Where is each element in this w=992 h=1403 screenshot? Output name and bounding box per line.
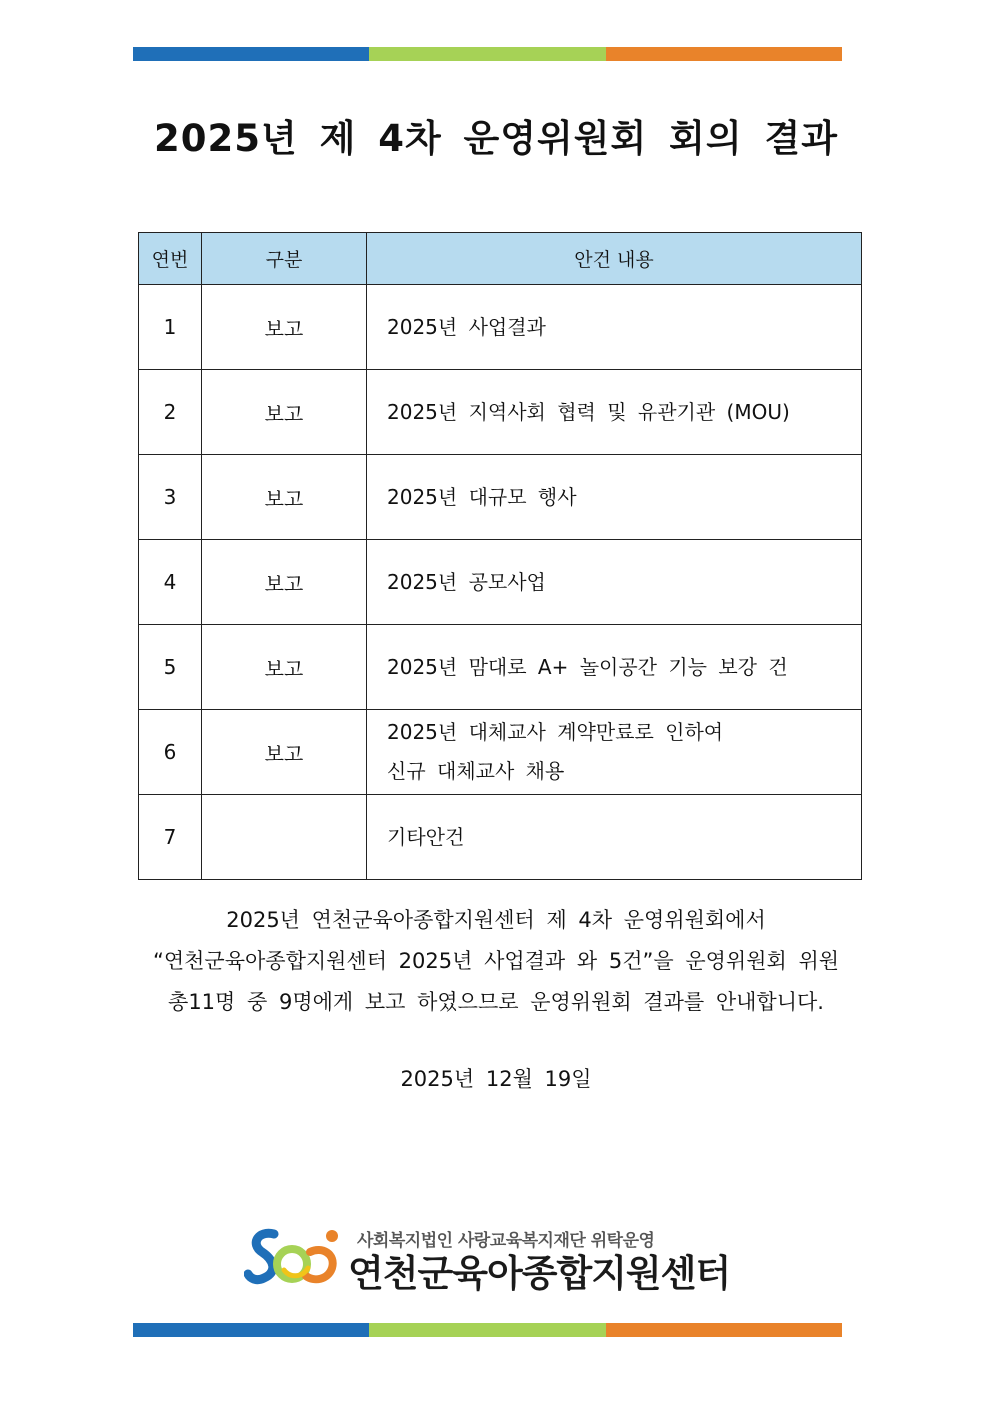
- row-number: 1: [139, 285, 202, 370]
- row-category: 보고: [202, 370, 367, 455]
- row-category: [202, 795, 367, 880]
- bar-segment-blue: [133, 1323, 369, 1337]
- row-content-line: 2025년 공모사업: [387, 569, 546, 594]
- agenda-table: [138, 232, 862, 880]
- row-number: 2: [139, 370, 202, 455]
- row-content: [367, 370, 862, 455]
- row-content-line: 2025년 사업결과: [387, 314, 546, 339]
- header-number: 연번: [139, 233, 202, 285]
- table-row: [139, 370, 862, 455]
- logo-subtitle: 사회복지법인 사랑교육복지재단 위탁운영: [357, 1231, 655, 1251]
- row-content: [367, 285, 862, 370]
- row-category: 보고: [202, 625, 367, 710]
- bar-segment-green: [369, 1323, 605, 1337]
- top-color-bar: [133, 47, 842, 61]
- summary-line: 2025년 연천군육아종합지원센터 제 4차 운영위원회에서: [226, 908, 766, 932]
- table-row: [139, 455, 862, 540]
- table-row: [139, 625, 862, 710]
- bar-segment-orange: [606, 1323, 842, 1337]
- document-title: 2025년 제 4차 운영위원회 회의 결과: [153, 117, 839, 160]
- header-agenda-content: 안건 내용: [367, 233, 862, 285]
- document-date: 2025년 12월 19일: [400, 1067, 592, 1091]
- row-number: 5: [139, 625, 202, 710]
- table-row: [139, 795, 862, 880]
- table-row: [139, 540, 862, 625]
- logo-organization-name: 연천군육아종합지원센터: [348, 1252, 731, 1295]
- summary-line: 총11명 중 9명에게 보고 하였으므로 운영위원회 결과를 안내합니다.: [168, 990, 824, 1014]
- row-category: 보고: [202, 455, 367, 540]
- row-content: [367, 795, 862, 880]
- bottom-color-bar: [133, 1323, 842, 1337]
- header-category: 구분: [202, 233, 367, 285]
- row-category: 보고: [202, 710, 367, 795]
- row-number: 6: [139, 710, 202, 795]
- row-content: [367, 710, 862, 795]
- row-content: [367, 455, 862, 540]
- row-content-line: 신규 대체교사 채용: [387, 759, 565, 783]
- row-number: 4: [139, 540, 202, 625]
- row-content-line: 기타안건: [387, 824, 465, 849]
- row-number: 3: [139, 455, 202, 540]
- row-category: 보고: [202, 285, 367, 370]
- bar-segment-blue: [133, 47, 369, 61]
- row-content-line: 2025년 대체교사 계약만료로 인하여: [387, 720, 724, 744]
- logo-emblem-icon: [244, 1224, 344, 1290]
- table-row: [139, 285, 862, 370]
- bar-segment-green: [369, 47, 605, 61]
- row-number: 7: [139, 795, 202, 880]
- table-header-row: [139, 233, 862, 285]
- row-content: [367, 625, 862, 710]
- row-content-line: 2025년 맘대로 A+ 놀이공간 기능 보강 건: [387, 654, 788, 679]
- row-content-line: 2025년 지역사회 협력 및 유관기관 (MOU): [387, 399, 790, 424]
- summary-paragraph: [0, 900, 992, 1023]
- bar-segment-orange: [606, 47, 842, 61]
- row-content: [367, 540, 862, 625]
- organization-logo: [244, 1222, 744, 1295]
- table-row: [139, 710, 862, 795]
- summary-line: “연천군육아종합지원센터 2025년 사업결과 와 5건”을 운영위원회 위원: [152, 949, 840, 973]
- row-content-line: 2025년 대규모 행사: [387, 484, 577, 509]
- row-category: 보고: [202, 540, 367, 625]
